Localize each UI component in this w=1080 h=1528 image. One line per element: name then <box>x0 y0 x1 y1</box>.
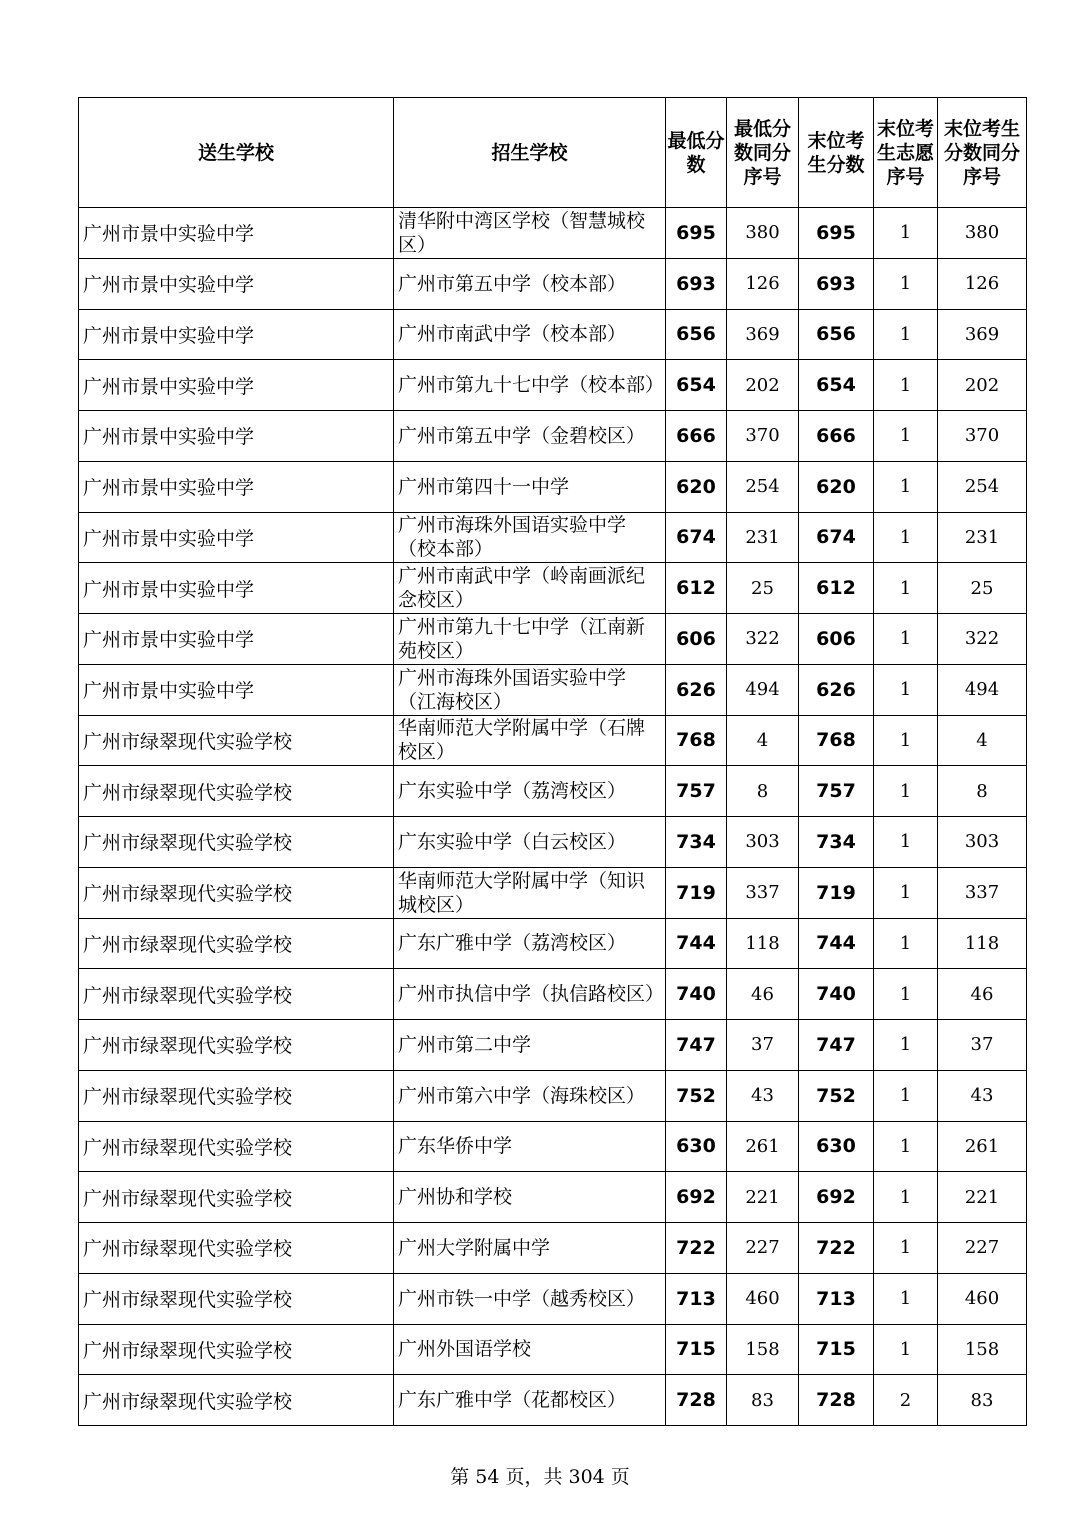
min-score-cell: 630 <box>666 1121 727 1172</box>
min-score-cell: 692 <box>666 1172 727 1223</box>
min-score-seq-cell: 460 <box>727 1273 799 1324</box>
table-row <box>79 918 1027 969</box>
recv-school-cell: 广东实验中学（荔湾校区） <box>394 766 666 817</box>
min-score-seq-cell: 4 <box>727 715 799 766</box>
last-score-cell: 715 <box>799 1324 874 1375</box>
last-seq-cell: 254 <box>938 461 1027 512</box>
table-row <box>79 766 1027 817</box>
last-seq-cell: 25 <box>938 563 1027 614</box>
recv-school-cell: 广州市第二中学 <box>394 1020 666 1071</box>
last-seq-cell: 380 <box>938 208 1027 259</box>
last-seq-cell: 227 <box>938 1223 1027 1274</box>
table-row <box>79 309 1027 360</box>
last-wish-cell: 1 <box>874 614 938 665</box>
last-score-cell: 728 <box>799 1375 874 1426</box>
recv-school-cell: 广州市铁一中学（越秀校区） <box>394 1273 666 1324</box>
min-score-cell: 654 <box>666 360 727 411</box>
last-wish-cell: 1 <box>874 563 938 614</box>
last-score-cell: 666 <box>799 411 874 462</box>
min-score-cell: 713 <box>666 1273 727 1324</box>
min-score-seq-cell: 254 <box>727 461 799 512</box>
last-seq-cell: 202 <box>938 360 1027 411</box>
last-wish-cell: 1 <box>874 1070 938 1121</box>
recv-school-cell: 广州外国语学校 <box>394 1324 666 1375</box>
last-wish-cell: 1 <box>874 969 938 1020</box>
min-score-cell: 719 <box>666 867 727 918</box>
last-score-cell: 722 <box>799 1223 874 1274</box>
min-score-cell: 747 <box>666 1020 727 1071</box>
table-row <box>79 817 1027 868</box>
table-row <box>79 969 1027 1020</box>
last-wish-cell: 1 <box>874 1020 938 1071</box>
last-seq-cell: 322 <box>938 614 1027 665</box>
min-score-seq-cell: 261 <box>727 1121 799 1172</box>
recv-school-cell: 清华附中湾区学校（智慧城校区） <box>394 208 666 259</box>
last-score-cell: 747 <box>799 1020 874 1071</box>
header-recv-school: 招生学校 <box>394 98 666 208</box>
send-school-cell: 广州市景中实验中学 <box>79 360 394 411</box>
table-row <box>79 1020 1027 1071</box>
table-row <box>79 664 1027 715</box>
recv-school-cell: 广东华侨中学 <box>394 1121 666 1172</box>
last-seq-cell: 4 <box>938 715 1027 766</box>
last-wish-cell: 1 <box>874 1273 938 1324</box>
send-school-cell: 广州市绿翠现代实验学校 <box>79 1273 394 1324</box>
min-score-seq-cell: 369 <box>727 309 799 360</box>
send-school-cell: 广州市绿翠现代实验学校 <box>79 1223 394 1274</box>
min-score-seq-cell: 303 <box>727 817 799 868</box>
last-score-cell: 656 <box>799 309 874 360</box>
min-score-seq-cell: 380 <box>727 208 799 259</box>
send-school-cell: 广州市景中实验中学 <box>79 208 394 259</box>
last-score-cell: 654 <box>799 360 874 411</box>
last-seq-cell: 83 <box>938 1375 1027 1426</box>
admission-table-container <box>78 97 1026 1426</box>
last-score-cell: 757 <box>799 766 874 817</box>
send-school-cell: 广州市绿翠现代实验学校 <box>79 1324 394 1375</box>
table-row <box>79 411 1027 462</box>
last-score-cell: 752 <box>799 1070 874 1121</box>
send-school-cell: 广州市绿翠现代实验学校 <box>79 918 394 969</box>
min-score-seq-cell: 202 <box>727 360 799 411</box>
min-score-cell: 606 <box>666 614 727 665</box>
recv-school-cell: 广州大学附属中学 <box>394 1223 666 1274</box>
last-seq-cell: 337 <box>938 867 1027 918</box>
min-score-seq-cell: 43 <box>727 1070 799 1121</box>
send-school-cell: 广州市景中实验中学 <box>79 461 394 512</box>
send-school-cell: 广州市绿翠现代实验学校 <box>79 1020 394 1071</box>
recv-school-cell: 广州市第九十七中学（校本部） <box>394 360 666 411</box>
last-seq-cell: 37 <box>938 1020 1027 1071</box>
table-row <box>79 1121 1027 1172</box>
recv-school-cell: 广州协和学校 <box>394 1172 666 1223</box>
table-row <box>79 1273 1027 1324</box>
last-score-cell: 713 <box>799 1273 874 1324</box>
last-wish-cell: 1 <box>874 1223 938 1274</box>
min-score-cell: 744 <box>666 918 727 969</box>
last-wish-cell: 1 <box>874 411 938 462</box>
header-min-score-seq: 最低分数同分序号 <box>727 98 799 208</box>
last-score-cell: 734 <box>799 817 874 868</box>
send-school-cell: 广州市景中实验中学 <box>79 664 394 715</box>
last-score-cell: 630 <box>799 1121 874 1172</box>
min-score-seq-cell: 118 <box>727 918 799 969</box>
table-row <box>79 1070 1027 1121</box>
last-wish-cell: 1 <box>874 1172 938 1223</box>
min-score-cell: 768 <box>666 715 727 766</box>
last-score-cell: 744 <box>799 918 874 969</box>
send-school-cell: 广州市景中实验中学 <box>79 512 394 563</box>
min-score-seq-cell: 370 <box>727 411 799 462</box>
table-row <box>79 258 1027 309</box>
min-score-cell: 752 <box>666 1070 727 1121</box>
recv-school-cell: 广州市第五中学（校本部） <box>394 258 666 309</box>
min-score-seq-cell: 322 <box>727 614 799 665</box>
header-last-seq: 末位考生分数同分序号 <box>938 98 1027 208</box>
last-score-cell: 740 <box>799 969 874 1020</box>
send-school-cell: 广州市绿翠现代实验学校 <box>79 1121 394 1172</box>
last-seq-cell: 369 <box>938 309 1027 360</box>
table-row <box>79 208 1027 259</box>
recv-school-cell: 广州市第四十一中学 <box>394 461 666 512</box>
last-wish-cell: 1 <box>874 715 938 766</box>
min-score-cell: 693 <box>666 258 727 309</box>
last-seq-cell: 43 <box>938 1070 1027 1121</box>
last-score-cell: 768 <box>799 715 874 766</box>
min-score-seq-cell: 37 <box>727 1020 799 1071</box>
recv-school-cell: 广东实验中学（白云校区） <box>394 817 666 868</box>
table-row <box>79 461 1027 512</box>
min-score-cell: 740 <box>666 969 727 1020</box>
admission-table <box>78 97 1027 1426</box>
last-wish-cell: 1 <box>874 258 938 309</box>
send-school-cell: 广州市绿翠现代实验学校 <box>79 766 394 817</box>
min-score-cell: 695 <box>666 208 727 259</box>
recv-school-cell: 广州市海珠外国语实验中学（江海校区） <box>394 664 666 715</box>
send-school-cell: 广州市景中实验中学 <box>79 309 394 360</box>
last-wish-cell: 1 <box>874 817 938 868</box>
last-wish-cell: 1 <box>874 664 938 715</box>
recv-school-cell: 广东广雅中学（花都校区） <box>394 1375 666 1426</box>
min-score-seq-cell: 227 <box>727 1223 799 1274</box>
last-wish-cell: 1 <box>874 918 938 969</box>
last-seq-cell: 303 <box>938 817 1027 868</box>
table-body <box>79 208 1027 1426</box>
last-wish-cell: 1 <box>874 1121 938 1172</box>
recv-school-cell: 华南师范大学附属中学（知识城校区） <box>394 867 666 918</box>
recv-school-cell: 广东广雅中学（荔湾校区） <box>394 918 666 969</box>
send-school-cell: 广州市绿翠现代实验学校 <box>79 1375 394 1426</box>
last-wish-cell: 2 <box>874 1375 938 1426</box>
recv-school-cell: 广州市执信中学（执信路校区） <box>394 969 666 1020</box>
last-score-cell: 674 <box>799 512 874 563</box>
last-wish-cell: 1 <box>874 309 938 360</box>
send-school-cell: 广州市绿翠现代实验学校 <box>79 867 394 918</box>
min-score-cell: 722 <box>666 1223 727 1274</box>
table-row <box>79 1324 1027 1375</box>
table-row <box>79 512 1027 563</box>
recv-school-cell: 广州市南武中学（校本部） <box>394 309 666 360</box>
send-school-cell: 广州市绿翠现代实验学校 <box>79 969 394 1020</box>
recv-school-cell: 广州市第五中学（金碧校区） <box>394 411 666 462</box>
last-score-cell: 626 <box>799 664 874 715</box>
last-seq-cell: 494 <box>938 664 1027 715</box>
min-score-cell: 626 <box>666 664 727 715</box>
send-school-cell: 广州市绿翠现代实验学校 <box>79 817 394 868</box>
table-header-row <box>79 98 1027 208</box>
last-seq-cell: 126 <box>938 258 1027 309</box>
last-seq-cell: 460 <box>938 1273 1027 1324</box>
min-score-seq-cell: 25 <box>727 563 799 614</box>
min-score-cell: 620 <box>666 461 727 512</box>
send-school-cell: 广州市绿翠现代实验学校 <box>79 1070 394 1121</box>
table-row <box>79 867 1027 918</box>
table-row <box>79 1223 1027 1274</box>
last-score-cell: 606 <box>799 614 874 665</box>
last-seq-cell: 221 <box>938 1172 1027 1223</box>
last-wish-cell: 1 <box>874 512 938 563</box>
recv-school-cell: 广州市南武中学（岭南画派纪念校区） <box>394 563 666 614</box>
last-score-cell: 719 <box>799 867 874 918</box>
last-score-cell: 620 <box>799 461 874 512</box>
min-score-cell: 728 <box>666 1375 727 1426</box>
last-seq-cell: 370 <box>938 411 1027 462</box>
min-score-cell: 715 <box>666 1324 727 1375</box>
send-school-cell: 广州市绿翠现代实验学校 <box>79 715 394 766</box>
min-score-seq-cell: 158 <box>727 1324 799 1375</box>
min-score-seq-cell: 8 <box>727 766 799 817</box>
send-school-cell: 广州市景中实验中学 <box>79 563 394 614</box>
min-score-cell: 757 <box>666 766 727 817</box>
send-school-cell: 广州市景中实验中学 <box>79 411 394 462</box>
last-score-cell: 612 <box>799 563 874 614</box>
send-school-cell: 广州市景中实验中学 <box>79 258 394 309</box>
table-row <box>79 614 1027 665</box>
min-score-cell: 666 <box>666 411 727 462</box>
min-score-seq-cell: 337 <box>727 867 799 918</box>
recv-school-cell: 广州市海珠外国语实验中学（校本部） <box>394 512 666 563</box>
table-row <box>79 715 1027 766</box>
page-number: 第 54 页，共 304 页 <box>450 1466 630 1488</box>
last-wish-cell: 1 <box>874 766 938 817</box>
header-send-school: 送生学校 <box>79 98 394 208</box>
recv-school-cell: 广州市第九十七中学（江南新苑校区） <box>394 614 666 665</box>
header-min-score: 最低分数 <box>666 98 727 208</box>
header-last-score: 末位考生分数 <box>799 98 874 208</box>
header-last-wish: 末位考生志愿序号 <box>874 98 938 208</box>
min-score-seq-cell: 231 <box>727 512 799 563</box>
last-wish-cell: 1 <box>874 461 938 512</box>
last-seq-cell: 158 <box>938 1324 1027 1375</box>
send-school-cell: 广州市景中实验中学 <box>79 614 394 665</box>
min-score-cell: 656 <box>666 309 727 360</box>
send-school-cell: 广州市绿翠现代实验学校 <box>79 1172 394 1223</box>
min-score-seq-cell: 494 <box>727 664 799 715</box>
min-score-cell: 734 <box>666 817 727 868</box>
last-score-cell: 692 <box>799 1172 874 1223</box>
table-row <box>79 563 1027 614</box>
table-row <box>79 1172 1027 1223</box>
recv-school-cell: 广州市第六中学（海珠校区） <box>394 1070 666 1121</box>
table-row <box>79 1375 1027 1426</box>
min-score-seq-cell: 126 <box>727 258 799 309</box>
last-wish-cell: 1 <box>874 1324 938 1375</box>
recv-school-cell: 华南师范大学附属中学（石牌校区） <box>394 715 666 766</box>
last-wish-cell: 1 <box>874 867 938 918</box>
min-score-cell: 674 <box>666 512 727 563</box>
last-seq-cell: 8 <box>938 766 1027 817</box>
last-seq-cell: 231 <box>938 512 1027 563</box>
last-score-cell: 693 <box>799 258 874 309</box>
min-score-seq-cell: 83 <box>727 1375 799 1426</box>
last-seq-cell: 46 <box>938 969 1027 1020</box>
table-row <box>79 360 1027 411</box>
min-score-cell: 612 <box>666 563 727 614</box>
last-seq-cell: 118 <box>938 918 1027 969</box>
last-seq-cell: 261 <box>938 1121 1027 1172</box>
last-score-cell: 695 <box>799 208 874 259</box>
min-score-seq-cell: 46 <box>727 969 799 1020</box>
min-score-seq-cell: 221 <box>727 1172 799 1223</box>
last-wish-cell: 1 <box>874 360 938 411</box>
last-wish-cell: 1 <box>874 208 938 259</box>
